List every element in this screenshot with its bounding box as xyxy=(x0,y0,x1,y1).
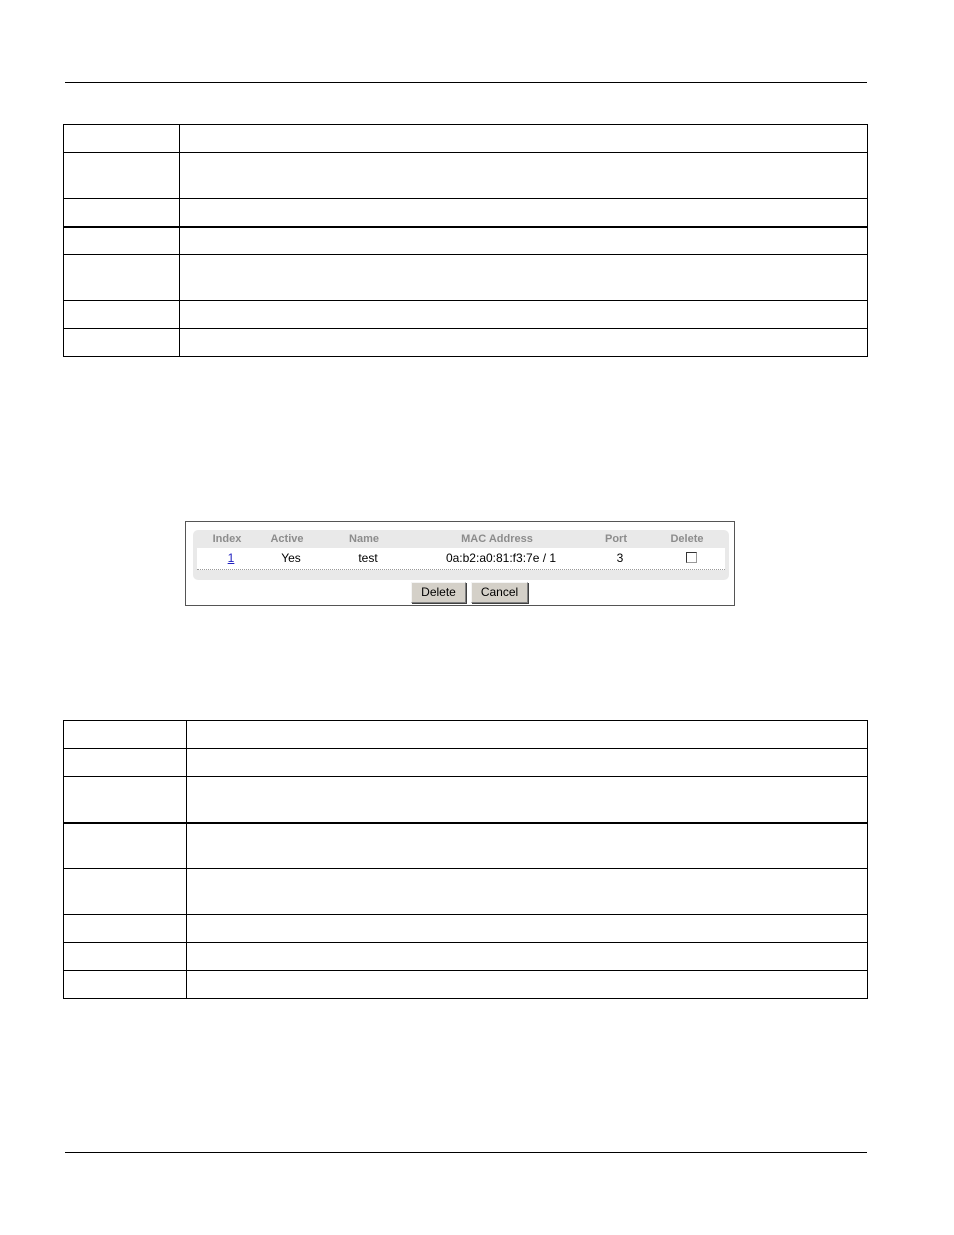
column-header-index: Index xyxy=(212,533,242,545)
table-cell xyxy=(187,749,868,777)
table-row xyxy=(197,548,725,570)
table-cell xyxy=(64,301,180,329)
table-cell xyxy=(64,227,180,255)
table-cell xyxy=(64,721,187,749)
footer-rule xyxy=(65,1152,867,1153)
table-cell xyxy=(187,823,868,869)
table-cell xyxy=(187,971,868,999)
table-cell xyxy=(180,153,868,199)
mac-address-value: 0a:b2:a0:81:f3:7e / 1 xyxy=(445,551,557,565)
header-rule xyxy=(65,82,867,83)
table-cell xyxy=(187,721,868,749)
port-value: 3 xyxy=(616,551,624,565)
column-header-port: Port xyxy=(605,533,627,545)
table-cell xyxy=(64,943,187,971)
column-header-name: Name xyxy=(349,533,379,545)
table-cell xyxy=(180,301,868,329)
column-header-mac-address: MAC Address xyxy=(461,533,533,545)
delete-button[interactable]: Delete xyxy=(411,582,466,603)
index-link[interactable]: 1 xyxy=(227,551,235,565)
table-cell xyxy=(64,869,187,915)
static-mac-forwarding-screen xyxy=(185,521,735,606)
label-description-table-1 xyxy=(63,124,868,357)
table-cell xyxy=(64,971,187,999)
name-value: test xyxy=(358,551,378,565)
table-cell xyxy=(64,329,180,357)
table-cell xyxy=(64,777,187,823)
column-header-active: Active xyxy=(270,533,304,545)
table-cell xyxy=(180,227,868,255)
table-cell xyxy=(64,915,187,943)
cancel-button[interactable]: Cancel xyxy=(471,582,528,603)
table-cell xyxy=(187,777,868,823)
table-cell xyxy=(64,199,180,227)
delete-checkbox[interactable] xyxy=(686,552,697,563)
table-cell xyxy=(64,125,180,153)
mac-table xyxy=(193,530,729,580)
table-cell xyxy=(64,255,180,301)
table-cell xyxy=(180,255,868,301)
table-cell xyxy=(180,199,868,227)
table-cell xyxy=(187,943,868,971)
column-header-delete: Delete xyxy=(670,533,704,545)
table-cell xyxy=(180,329,868,357)
label-description-table-2 xyxy=(63,720,868,999)
table-cell xyxy=(64,823,187,869)
table-cell xyxy=(187,915,868,943)
table-cell xyxy=(180,125,868,153)
active-value: Yes xyxy=(281,551,301,565)
table-cell xyxy=(64,153,180,199)
table-cell xyxy=(64,749,187,777)
table-cell xyxy=(187,869,868,915)
